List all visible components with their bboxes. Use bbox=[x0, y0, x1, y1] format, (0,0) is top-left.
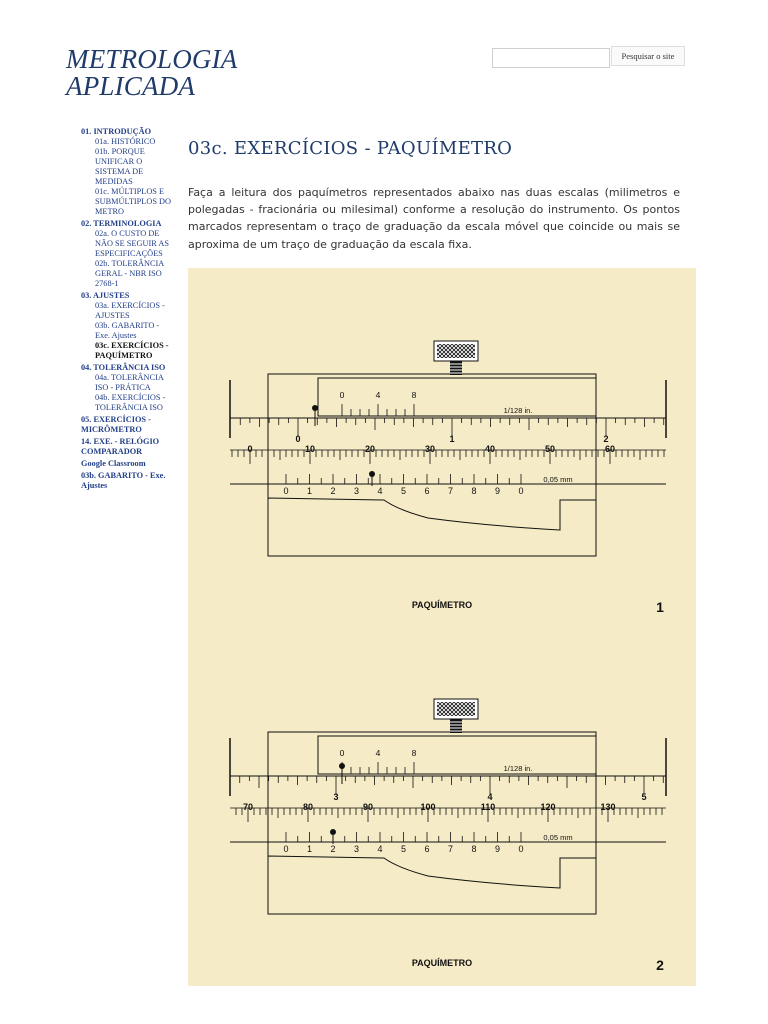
site-title[interactable] bbox=[66, 46, 238, 100]
mm-vernier-label: 7 bbox=[447, 486, 454, 496]
mm-vernier-label: 2 bbox=[330, 486, 336, 496]
mm-main-label: 50 bbox=[544, 444, 556, 454]
mm-resolution-label: 0,05 mm bbox=[543, 475, 573, 484]
sidebar-item[interactable]: 01. INTRODUÇÃO bbox=[81, 127, 152, 136]
inch-main-label: 5 bbox=[641, 792, 647, 802]
page-title: 03c. EXERCÍCIOS - PAQUÍMETRO bbox=[188, 138, 513, 159]
inch-main-label: 0 bbox=[295, 434, 301, 444]
inch-main-label: 2 bbox=[603, 434, 609, 444]
mm-vernier-label: 5 bbox=[400, 486, 407, 496]
mm-vernier-label: 5 bbox=[400, 844, 407, 854]
sidebar-item[interactable]: 03b. GABARITO - Exe. Ajustes bbox=[81, 471, 166, 490]
intro-paragraph: Faça a leitura dos paquímetros representados abaixo nas duas escalas (milimetros e polegadas - fracionária ou milesimal) conforme a resolução do instrumento. Os pontos marcados representam o traço de graduação da escala móvel que coincide ou mais se aproxima de um traço de graduação da escala fixa. bbox=[188, 186, 680, 251]
inch-vernier-label: 8 bbox=[411, 390, 417, 400]
search-input[interactable] bbox=[492, 48, 610, 68]
inch-vernier-label: 4 bbox=[375, 748, 381, 758]
mm-vernier-label: 6 bbox=[424, 844, 430, 854]
caliper-number: 2 bbox=[656, 957, 664, 973]
mm-vernier-label: 7 bbox=[447, 844, 454, 854]
mm-vernier-label: 3 bbox=[353, 844, 360, 854]
caliper-number: 1 bbox=[656, 599, 664, 615]
caliper-caption: PAQUÍMETRO bbox=[411, 600, 473, 610]
mm-main-label: 130 bbox=[600, 802, 616, 812]
sidebar-item[interactable]: 03b. GABARITO - Exe. Ajustes bbox=[95, 321, 160, 340]
mm-vernier-label: 1 bbox=[306, 844, 313, 854]
inch-main-label: 1 bbox=[449, 434, 455, 444]
mm-vernier-label: 8 bbox=[471, 486, 477, 496]
mm-main-label: 90 bbox=[362, 802, 374, 812]
site-title-line-2: APLICADA bbox=[66, 71, 196, 101]
thumb-knob-knurl bbox=[437, 702, 475, 716]
inch-main-label: 3 bbox=[333, 792, 339, 802]
mm-main-label: 100 bbox=[420, 802, 436, 812]
sidebar-item[interactable]: 03. AJUSTES bbox=[81, 291, 130, 300]
caliper-caption: PAQUÍMETRO bbox=[411, 958, 473, 968]
inch-resolution-label: 1/128 in. bbox=[503, 406, 533, 415]
inch-vernier-label: 8 bbox=[411, 748, 417, 758]
mm-main-label: 110 bbox=[480, 802, 496, 812]
mm-resolution-label: 0,05 mm bbox=[543, 833, 573, 842]
lower-jaw bbox=[268, 856, 596, 914]
sidebar-item[interactable]: 01a. HISTÓRICO bbox=[95, 137, 156, 146]
mm-main-label: 80 bbox=[302, 802, 314, 812]
sidebar-item[interactable]: 02. TERMINOLOGIA bbox=[81, 219, 162, 228]
mm-vernier-label: 4 bbox=[377, 844, 383, 854]
mm-vernier-label: 6 bbox=[424, 486, 430, 496]
sidebar-item[interactable]: 01c. MÚLTIPLOS E SUBMÚLTIPLOS DO METRO bbox=[95, 187, 171, 216]
mm-main-label: 70 bbox=[242, 802, 254, 812]
mm-main-label: 10 bbox=[304, 444, 316, 454]
sidebar-item[interactable]: 03c. EXERCÍCIOS - PAQUÍMETRO bbox=[95, 341, 169, 360]
inch-vernier-label: 4 bbox=[375, 390, 381, 400]
mm-main-label: 0 bbox=[247, 444, 253, 454]
mm-main-label: 20 bbox=[364, 444, 376, 454]
sidebar-item[interactable]: 05. EXERCÍCIOS - MICRÔMETRO bbox=[81, 415, 151, 434]
thumb-knob-knurl bbox=[437, 344, 475, 358]
sidebar-item[interactable]: 03a. EXERCÍCIOS - AJUSTES bbox=[95, 301, 165, 320]
calipers-drawing bbox=[188, 268, 696, 986]
sidebar-item[interactable]: 02b. TOLERÂNCIA GERAL - NBR ISO 2768-1 bbox=[95, 259, 164, 288]
inch-vernier-label: 0 bbox=[339, 748, 345, 758]
sidebar-item[interactable]: Google Classroom bbox=[81, 459, 146, 468]
mm-main-label: 40 bbox=[484, 444, 496, 454]
mm-main-label: 60 bbox=[604, 444, 616, 454]
search-button[interactable]: Pesquisar o site bbox=[611, 46, 685, 66]
lower-jaw bbox=[268, 498, 596, 556]
sidebar-item[interactable]: 04. TOLERÂNCIA ISO bbox=[81, 363, 166, 372]
mm-vernier-label: 9 bbox=[494, 486, 501, 496]
mm-vernier-label: 0 bbox=[283, 486, 289, 496]
mm-vernier-label: 4 bbox=[377, 486, 383, 496]
slider-body bbox=[268, 732, 596, 914]
mm-vernier-label: 3 bbox=[353, 486, 360, 496]
sidebar-item[interactable]: 04b. EXERCÍCIOS - TOLERÂNCIA ISO bbox=[95, 393, 166, 412]
slider-body bbox=[268, 374, 596, 556]
mm-vernier-label: 1 bbox=[306, 486, 313, 496]
mm-vernier-label: 2 bbox=[330, 844, 336, 854]
mm-vernier-label: 9 bbox=[494, 844, 501, 854]
mm-main-label: 30 bbox=[424, 444, 436, 454]
sidebar-item[interactable]: 14. EXE. - RELÓGIO COMPARADOR bbox=[81, 437, 160, 456]
sidebar-item[interactable]: 04a. TOLERÂNCIA ISO - PRÁTICA bbox=[95, 373, 164, 392]
mm-main-label: 120 bbox=[540, 802, 556, 812]
sidebar-item[interactable]: 01b. PORQUE UNIFICAR O SISTEMA DE MEDIDAS bbox=[95, 147, 145, 186]
inch-vernier-label: 0 bbox=[339, 390, 345, 400]
caliper-exercise-figure bbox=[188, 268, 696, 986]
mm-vernier-label: 0 bbox=[283, 844, 289, 854]
mm-vernier-label: 8 bbox=[471, 844, 477, 854]
inch-resolution-label: 1/128 in. bbox=[503, 764, 533, 773]
sidebar-nav bbox=[81, 127, 173, 491]
mm-vernier-label: 0 bbox=[518, 844, 524, 854]
site-title-line-1: METROLOGIA bbox=[66, 44, 238, 74]
inch-main-label: 4 bbox=[487, 792, 493, 802]
sidebar-item[interactable]: 02a. O CUSTO DE NÃO SE SEGUIR AS ESPECIFICAÇÕES bbox=[95, 229, 169, 258]
mm-vernier-label: 0 bbox=[518, 486, 524, 496]
